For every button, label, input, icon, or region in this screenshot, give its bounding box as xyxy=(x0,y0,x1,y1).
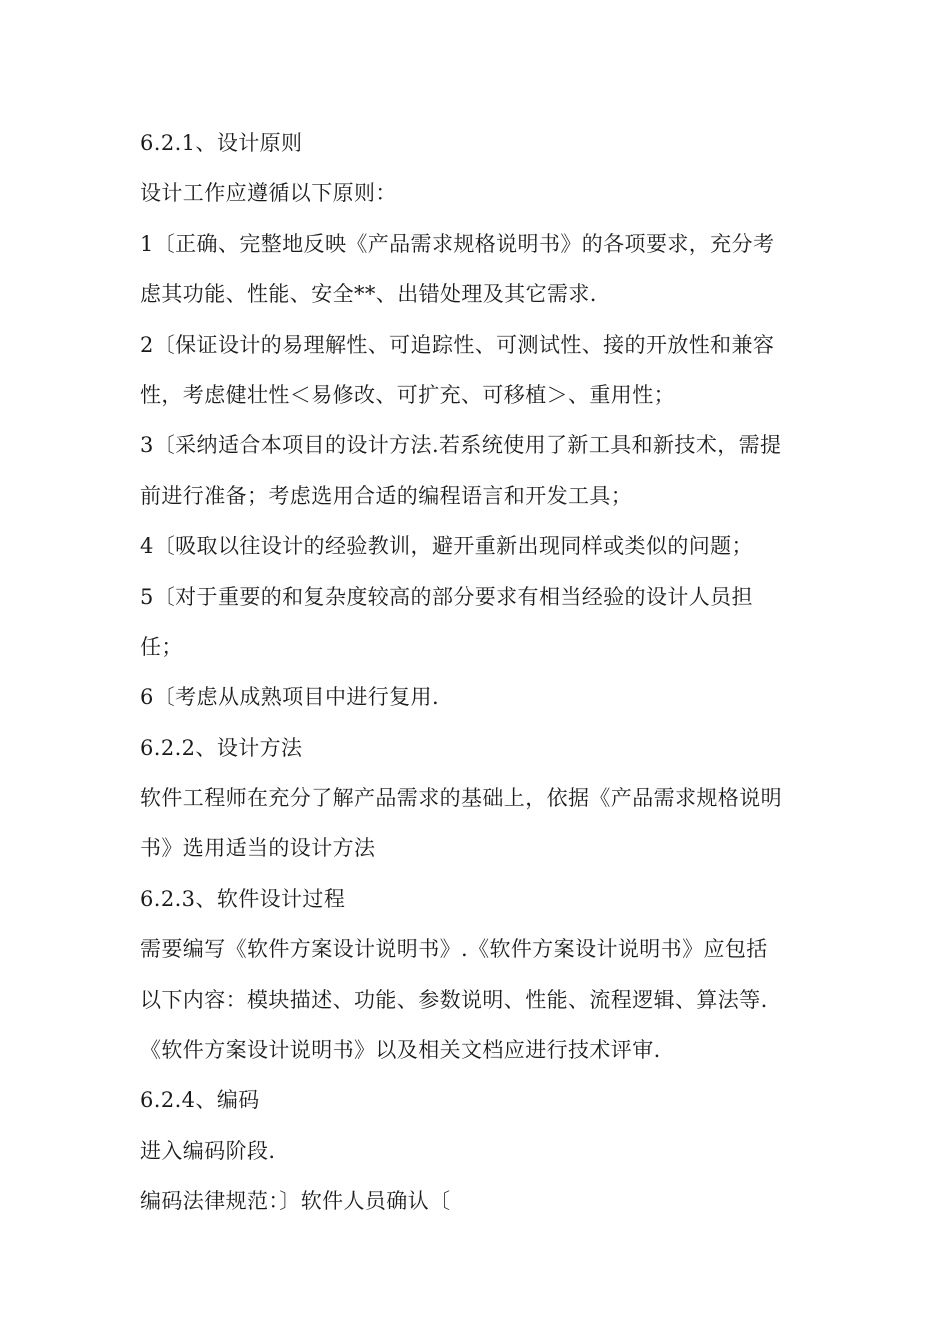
principle-2-line-2: 性，考虑健壮性＜易修改、可扩充、可移植＞、重用性； xyxy=(140,382,675,407)
section-heading-6-2-3: 6.2.3、软件设计过程 xyxy=(140,886,346,911)
section-heading-6-2-2: 6.2.2、设计方法 xyxy=(140,735,303,760)
principle-2-line-1: 2〔保证设计的易理解性、可追踪性、可测试性、接的开放性和兼容 xyxy=(140,332,775,357)
paragraph-line: 软件工程师在充分了解产品需求的基础上，依据《产品需求规格说明 xyxy=(140,786,782,811)
principle-3-line-2: 前进行准备；考虑选用合适的编程语言和开发工具； xyxy=(140,483,633,508)
principle-1-line-2: 虑其功能、性能、安全**、出错处理及其它需求. xyxy=(140,282,597,307)
principle-5-line-2: 任； xyxy=(140,634,183,659)
section-heading-6-2-4: 6.2.4、编码 xyxy=(140,1088,260,1113)
principle-3-line-1: 3〔采纳适合本项目的设计方法.若系统使用了新工具和新技术，需提 xyxy=(140,433,782,458)
paragraph-line: 《软件方案设计说明书》以及相关文档应进行技术评审. xyxy=(140,1038,661,1063)
principle-4-line-1: 4〔吸取以往设计的经验教训，避开重新出现同样或类似的问题； xyxy=(140,534,753,559)
paragraph-line: 书》选用适当的设计方法 xyxy=(140,836,376,861)
document-body xyxy=(140,118,820,1227)
principle-6-line-1: 6〔考虑从成熟项目中进行复用. xyxy=(140,685,440,710)
paragraph-line: 编码法律规范：〕软件人员确认〔 xyxy=(140,1189,451,1214)
paragraph-line: 需要编写《软件方案设计说明书》.《软件方案设计说明书》应包括 xyxy=(140,937,768,962)
paragraph-line: 设计工作应遵循以下原则： xyxy=(140,181,397,206)
principle-1-line-1: 1〔正确、完整地反映《产品需求规格说明书》的各项要求，充分考 xyxy=(140,231,775,256)
paragraph-line: 进入编码阶段. xyxy=(140,1138,276,1163)
section-heading-6-2-1: 6.2.1、设计原则 xyxy=(140,131,303,155)
paragraph-line: 以下内容：模块描述、功能、参数说明、性能、流程逻辑、算法等. xyxy=(140,987,768,1012)
principle-5-line-1: 5〔对于重要的和复杂度较高的部分要求有相当经验的设计人员担 xyxy=(140,584,753,609)
